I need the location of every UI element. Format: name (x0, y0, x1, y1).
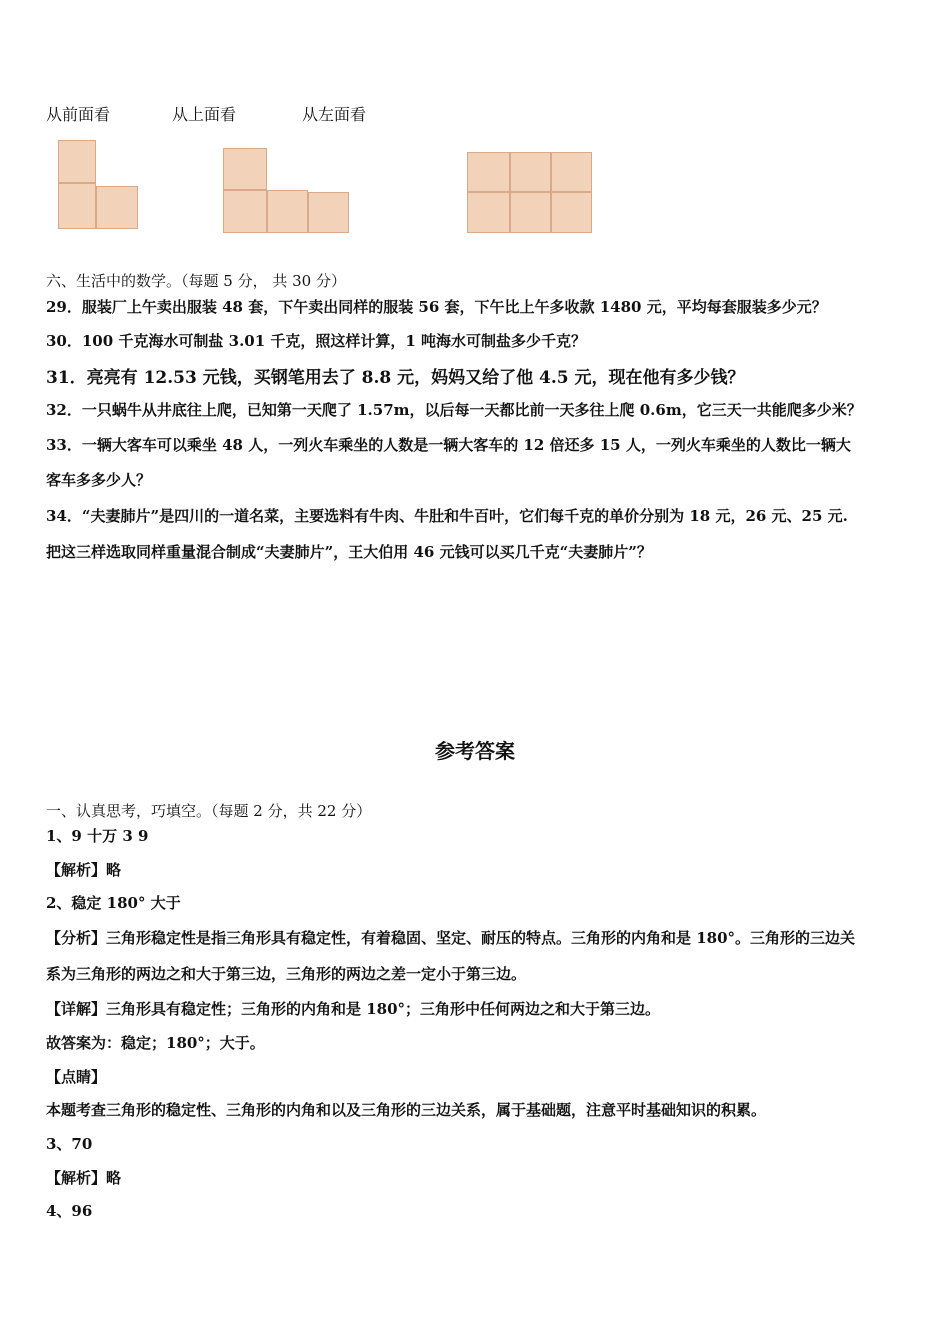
block (510, 152, 551, 192)
answer-4: 4、96 (46, 1202, 93, 1220)
section-6-heading: 六、生活中的数学。（每题 5 分， 共 30 分） (46, 272, 346, 290)
answer-3: 3、70 (46, 1135, 93, 1153)
answers-section-1-heading: 一、认真思考，巧填空。（每题 2 分，共 22 分） (46, 802, 372, 820)
answer-2: 2、稳定 180° 大于 (46, 894, 181, 912)
answer-1-analysis: 【解析】略 (46, 861, 122, 879)
block (467, 192, 510, 233)
answer-2-analysis-line1: 【分析】三角形稳定性是指三角形具有稳定性，有着稳固、坚定、耐压的特点。三角形的内角和是 180°。三角形的三边关 (46, 929, 856, 947)
answer-2-comment-heading: 【点睛】 (46, 1068, 107, 1086)
answer-1: 1、9 十万 3 9 (46, 827, 149, 845)
answer-2-detail: 【详解】三角形具有稳定性；三角形的内角和是 180°；三角形中任何两边之和大于第三边。 (46, 1000, 661, 1018)
question-31: 31．亮亮有 12.53 元钱，买钢笔用去了 8.8 元，妈妈又给了他 4.5 元，现在他有多少钱？ (46, 368, 745, 388)
block (223, 190, 267, 233)
block (551, 192, 592, 233)
question-33-line1: 33．一辆大客车可以乘坐 48 人，一列火车乘坐的人数是一辆大客车的 12 倍还多 15 人，一列火车乘坐的人数比一辆大 (46, 436, 851, 454)
block (308, 192, 349, 233)
question-30: 30．100 千克海水可制盐 3.01 千克，照这样计算，1 吨海水可制盐多少千克？ (46, 332, 587, 350)
answer-2-comment: 本题考查三角形的稳定性、三角形的内角和以及三角形的三边关系，属于基础题，注意平时基础知识的积累。 (46, 1101, 767, 1119)
question-34-line1: 34．“夫妻肺片”是四川的一道名菜，主要选料有牛肉、牛肚和牛百叶，它们每千克的单价分别为 18 元，26 元、25 元. (46, 507, 848, 525)
top-view-label: 从上面看 (172, 105, 237, 124)
block (58, 183, 96, 229)
question-33-line2: 客车多多少人？ (46, 471, 152, 489)
answers-title: 参考答案 (435, 739, 515, 763)
block (267, 190, 308, 233)
block (58, 140, 96, 183)
answer-2-final: 故答案为：稳定；180°；大于。 (46, 1034, 265, 1052)
question-29: 29．服装厂上午卖出服装 48 套，下午卖出同样的服装 56 套，下午比上午多收款 1480 元，平均每套服装多少元？ (46, 298, 827, 316)
front-view-label: 从前面看 (46, 105, 111, 124)
answer-2-analysis-line2: 系为三角形的两边之和大于第三边，三角形的两边之差一定小于第三边。 (46, 965, 527, 983)
question-34-line2: 把这三样选取同样重量混合制成“夫妻肺片”，王大伯用 46 元钱可以买几千克“夫妻肺片”？ (46, 543, 652, 561)
block (223, 148, 267, 190)
left-view-label: 从左面看 (302, 105, 367, 124)
block (510, 192, 551, 233)
question-32: 32．一只蜗牛从井底往上爬，已知第一天爬了 1.57m，以后每一天都比前一天多往上爬 0.6m，它三天一共能爬多少米？ (46, 401, 862, 419)
answer-3-analysis: 【解析】略 (46, 1169, 122, 1187)
block (551, 152, 592, 192)
block (467, 152, 510, 192)
block (96, 186, 138, 229)
